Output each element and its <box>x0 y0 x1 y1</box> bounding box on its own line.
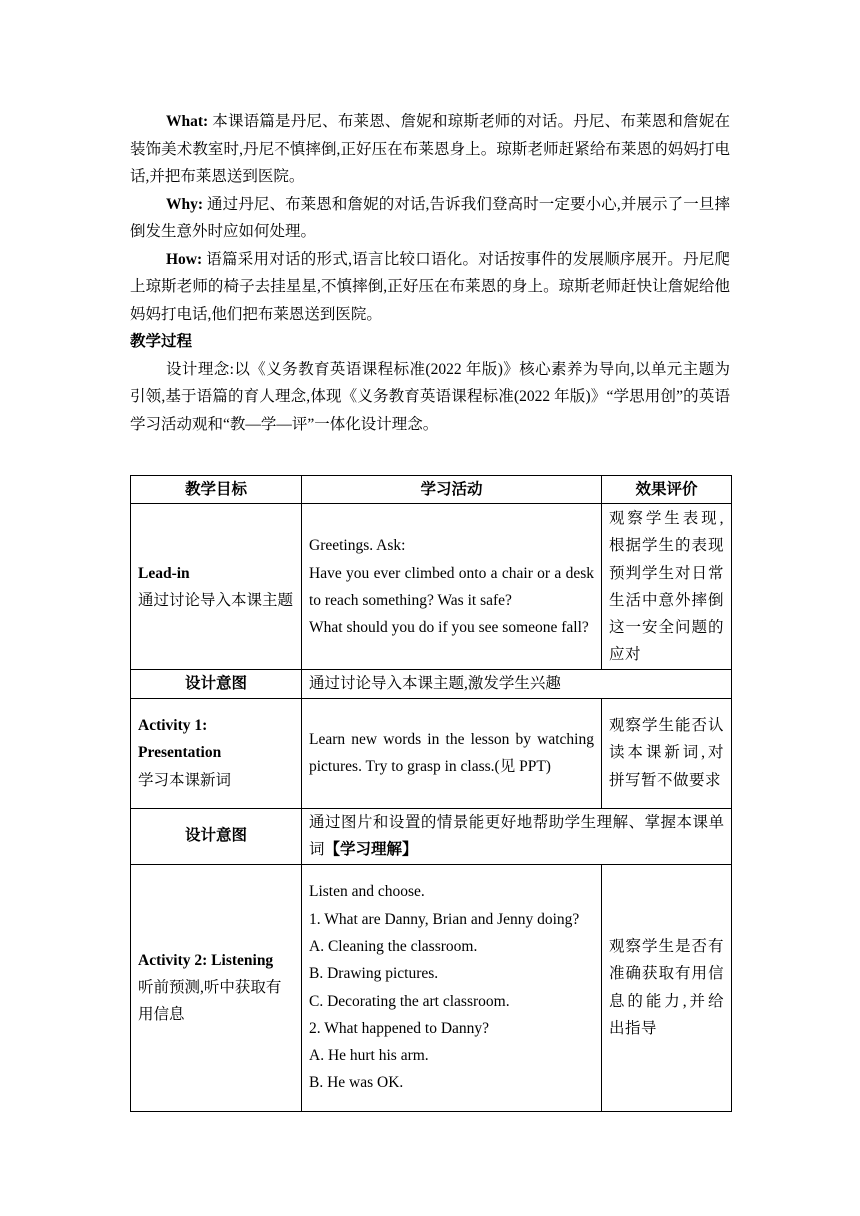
table-row-activity-1 <box>131 698 732 808</box>
activity-2-goal-desc: 听前预测,听中获取有用信息 <box>138 978 282 1024</box>
activity-1-evaluation-cell: 观察学生能否认读本课新词,对拼写暂不做要求 <box>602 698 732 808</box>
leadin-goal-cell <box>131 504 302 670</box>
how-label: How: <box>166 250 203 268</box>
activity-2-line: Listen and choose. <box>309 883 425 901</box>
design-concept-paragraph: 设计理念:以《义务教育英语课程标准(2022 年版)》核心素养为导向,以单元主题为引领,基于语篇的育人理念,体现《义务教育英语课程标准(2022 年版)》“学思用创”的英语学习活动观和“教—学—评”一体化设计理念。 <box>130 360 730 433</box>
how-text: 语篇采用对话的形式,语言比较口语化。对话按事件的发展顺序展开。丹尼爬上琼斯老师的椅子去挂星星,不慎摔倒,正好压在布莱恩的身上。琼斯老师赶快让詹妮给他妈妈打电话,他们把布莱恩送到医院。 <box>130 250 730 323</box>
table-header-row <box>131 476 732 504</box>
intent-2-cell <box>302 808 732 864</box>
table-row-intent-1 <box>131 670 732 698</box>
activity-2-line: C. Decorating the art classroom. <box>309 992 510 1010</box>
activity-2-line: 2. What happened to Danny? <box>309 1019 490 1037</box>
what-paragraph <box>130 108 730 191</box>
activity-2-line: A. He hurt his arm. <box>309 1047 429 1065</box>
activity-2-goal-title: Activity 2: Listening <box>138 951 274 969</box>
why-text: 通过丹尼、布莱恩和詹妮的对话,告诉我们登高时一定要小心,并展示了一旦摔倒发生意外时应如何处理。 <box>130 195 730 240</box>
header-goal: 教学目标 <box>131 476 302 504</box>
activity-2-line: B. Drawing pictures. <box>309 965 439 983</box>
activity-2-line: 1. What are Danny, Brian and Jenny doing? <box>309 910 580 928</box>
activity-2-activity-cell <box>302 864 602 1111</box>
activity-1-activity-cell: Learn new words in the lesson by watching pictures. Try to grasp in class.(见 PPT) <box>302 698 602 808</box>
intent-1-text: 通过讨论导入本课主题,激发学生兴趣 <box>302 670 732 698</box>
activity-2-line: A. Cleaning the classroom. <box>309 938 478 955</box>
leadin-activity-cell <box>302 504 602 670</box>
activity-2-goal-cell <box>131 864 302 1111</box>
table-row-leadin <box>131 504 732 670</box>
intent-2-tag: 【学习理解】 <box>324 841 418 859</box>
section-heading: 教学过程 <box>130 333 193 350</box>
intent-2-text: 通过图片和设置的情景能更好地帮助学生理解、掌握本课单词 <box>309 813 724 859</box>
leadin-evaluation-cell: 观察学生表现,根据学生的表现预判学生对日常生活中意外摔倒这一安全问题的应对 <box>602 504 732 670</box>
why-paragraph <box>130 191 730 246</box>
what-text: 本课语篇是丹尼、布莱恩、詹妮和琼斯老师的对话。丹尼、布莱恩和詹妮在装饰美术教室时,丹尼不慎摔倒,正好压在布莱恩身上。琼斯老师赶紧给布莱恩的妈妈打电话,并把布莱恩送到医院。 <box>130 113 730 185</box>
intent-1-label: 设计意图 <box>131 670 302 698</box>
activity-1-goal-title-2: Presentation <box>138 744 222 762</box>
activity-1-goal-title: Activity 1: <box>138 717 208 735</box>
table-row-intent-2 <box>131 808 732 864</box>
activity-1-goal-cell <box>131 698 302 808</box>
how-paragraph <box>130 246 730 329</box>
intent-2-label: 设计意图 <box>131 808 302 864</box>
activity-2-line: B. He was OK. <box>309 1074 404 1092</box>
activity-1-goal-desc: 学习本课新词 <box>138 771 232 789</box>
header-evaluation: 效果评价 <box>602 476 732 504</box>
why-label: Why: <box>166 195 204 213</box>
leadin-activity-line: What should you do if you see someone fall? <box>309 619 589 637</box>
leadin-goal-desc: 通过讨论导入本课主题 <box>138 591 294 609</box>
teaching-process-table <box>130 475 732 1112</box>
document-body <box>130 108 730 438</box>
activity-2-evaluation-cell: 观察学生是否有准确获取有用信息的能力,并给出指导 <box>602 864 732 1111</box>
leadin-activity-line: Greetings. Ask: <box>309 537 406 555</box>
leadin-activity-line: Have you ever climbed onto a chair or a desk to reach something? Was it safe? <box>309 564 594 609</box>
header-activity: 学习活动 <box>302 476 602 504</box>
table-row-activity-2 <box>131 864 732 1111</box>
leadin-goal-title: Lead-in <box>138 564 190 582</box>
what-label: What: <box>166 113 209 130</box>
